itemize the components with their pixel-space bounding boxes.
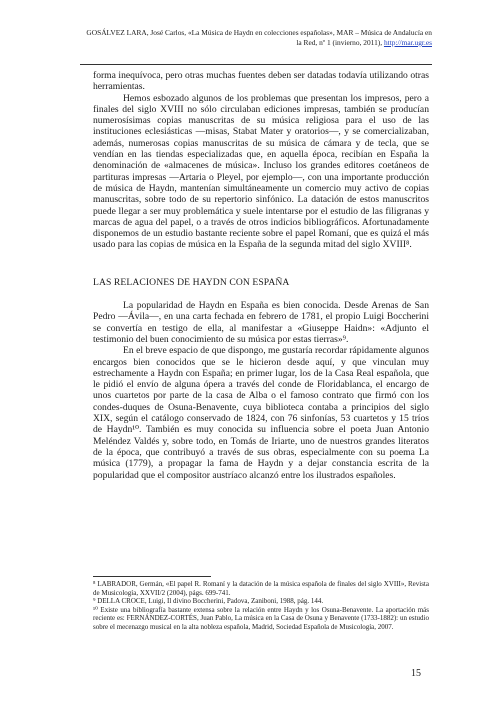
- footnote-10: ¹⁰ Existe una bibliografía bastante extensa sobre la relación entre Haydn y los Osuna-Benavente. La aportación más reciente es: FERNÁNDEZ-CORTÉS, Juan Pablo, La música en la Casa de Osuna y Benavente (1733-1882): un estudio sobre el mecenazgo musical en la alta nobleza española, Madrid, Sociedad Española de Musicología, 2007.: [93, 605, 429, 631]
- body-text: [93, 70, 429, 481]
- paragraph-manuscripts: Hemos esbozado algunos de los problemas que presentan los impresos, pero a finales del siglo XVIII no sólo circulaban ediciones impresas, también se producían numerosísimas copias manuscritas de su música religiosa para el uso de las instituciones eclesiásticas —misas, Stabat Mater y oratorios—, y se comercializaban, además, numerosas copias manuscritas de su música de cámara y de tecla, que se vendían en las tiendas especializadas que, en aquella época, recibían en España la denominación de «almacenes de música». Incluso los grandes editores coetáneos de partituras impresas —Artaria o Pleyel, por ejemplo—, con una importante producción de música de Haydn, mantenían simultáneamente un comercio muy activo de copias manuscritas, sobre todo de su repertorio sinfónico. La datación de estos manuscritos puede llegar a ser muy problemática y suele intentarse por el estudio de las filigranas y marcas de agua del papel, o a través de otros indicios bibliográficos. Afortunadamente disponemos de un estudio bastante reciente sobre el papel Romaní, que es quizá el más usado para las copias de música en la España de la segunda mitad del siglo XVIII⁸.: [93, 92, 429, 251]
- paragraph-popularity: La popularidad de Haydn en España es bien conocida. Desde Arenas de San Pedro —Ávila—, en una carta fechada en febrero de 1781, el propio Luigi Boccherini se convertía en testigo de ella, al manifestar a «Giuseppe Haidn»: «Adjunto el testimonio del buen conocimiento de su música por estas tierras»⁹.: [93, 300, 429, 345]
- paragraph-commissions: En el breve espacio de que dispongo, me gustaría recordar rápidamente algunos encargos bien conocidos que se le hicieron desde aquí, y que vinculan muy estrechamente a Haydn con España; en primer lugar, los de la Casa Real española, que le pidió el envío de alguna ópera a través del conde de Floridablanca, el encargo de unos cuartetos por parte de la casa de Alba o el famoso contrato que firmó con los condes-duques de Osuna-Benavente, cuya biblioteca contaba a principios del siglo XIX, según el catálogo conservado de 1824, con 76 sinfonías, 53 cuartetos y 15 tríos de Haydn¹⁰. También es muy conocida su influencia sobre el poeta Juan Antonio Meléndez Valdés y, sobre todo, en Tomás de Iriarte, uno de nuestros grandes literatos de la época, que contribuyó a través de sus obras, especialmente con su poema La música (1779), a propagar la fama de Haydn y a dejar constancia escrita de la popularidad que el compositor austríaco alcanzó entre los ilustrados españoles.: [93, 345, 429, 481]
- header-citation: GOSÁLVEZ LARA, José Carlos, «La Música de Haydn en colecciones españolas», MAR – Música de Andalucía en la Red, nº 1 (invierno, 2011),: [86, 28, 432, 47]
- footnotes: [93, 580, 429, 632]
- page-number: 15: [411, 668, 421, 679]
- header-url-link[interactable]: http://mar.ugr.es: [383, 38, 432, 47]
- running-header: [80, 28, 432, 48]
- section-heading: LAS RELACIONES DE HAYDN CON ESPAÑA: [93, 276, 290, 288]
- header-divider: [80, 64, 432, 65]
- footnote-9: ⁹ DELLA CROCE, Luigi, Il divino Boccherini, Padova, Zaniboni, 1988, pág. 144.: [93, 597, 324, 606]
- paragraph-continuation: forma inequívoca, pero otras muchas fuentes deben ser datadas todavía utilizando otras herramientas.: [93, 70, 429, 93]
- footnote-divider: [93, 576, 211, 577]
- footnote-8: ⁸ LABRADOR, Germán, «El papel R. Romaní y la datación de la música española de finales del siglo XVIII», Revista de Musicología, XXVII/2 (2004), págs. 699-741.: [93, 580, 429, 597]
